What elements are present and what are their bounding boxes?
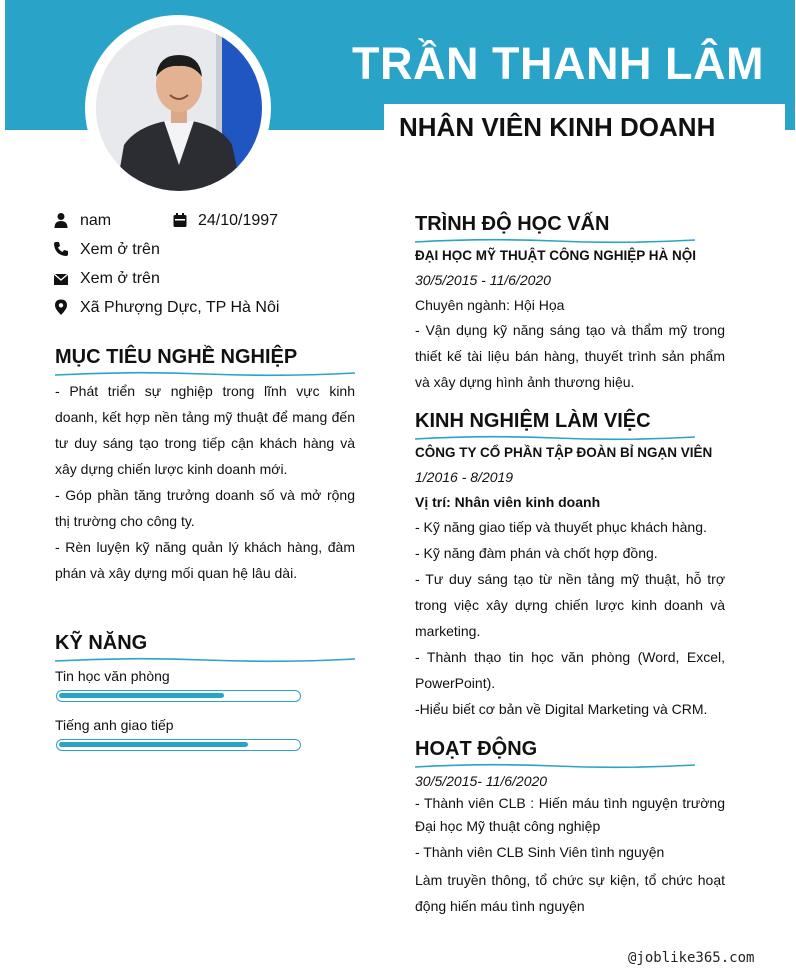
experience-position: Vị trí: Nhân viên kinh doanh <box>415 494 601 510</box>
candidate-name: TRẦN THANH LÂM <box>352 38 764 89</box>
phone-icon <box>53 241 69 257</box>
experience-period: 1/2016 - 8/2019 <box>415 469 514 485</box>
activity-item: - Thành viên CLB : Hiến máu tình nguyện trường Đại học Mỹ thuật công nghiệp <box>415 795 725 834</box>
experience-item: - Tư duy sáng tạo từ nền tảng mỹ thuật, hỗ trợ trong việc xây dựng chiến lược kinh doanh và marketing. <box>415 571 725 639</box>
activities-period: 30/5/2015- 11/6/2020 <box>415 773 548 789</box>
activities-underline <box>415 762 695 770</box>
avatar <box>96 25 262 191</box>
education-period: 30/5/2015 - 11/6/2020 <box>415 272 551 288</box>
experience-item: -Hiểu biết cơ bản về Digital Marketing và CRM. <box>415 701 708 717</box>
birthday-value: 24/10/1997 <box>198 212 279 229</box>
education-description-text: - Vận dụng kỹ năng sáng tạo và thẩm mỹ trong thiết kế tài liệu bán hàng, thuyết trình sản phẩm và xây dựng hình ảnh thương hiệu. <box>415 322 725 390</box>
skill-label: Tin học văn phòng <box>55 668 170 684</box>
objective-item: - Rèn luyện kỹ năng quản lý khách hàng, đàm phán và xây dựng mối quan hệ lâu dài. <box>55 539 355 581</box>
email-value: Xem ở trên <box>80 270 160 287</box>
phone-value: Xem ở trên <box>80 241 160 258</box>
education-description <box>415 317 725 395</box>
objective-text <box>55 378 355 586</box>
job-title: NHÂN VIÊN KINH DOANH <box>399 112 716 142</box>
skill-bar <box>56 690 301 702</box>
experience-item: - Kỹ năng đàm phán và chốt hợp đồng. <box>415 545 658 561</box>
objective-title: MỤC TIÊU NGHỀ NGHIỆP <box>55 346 298 368</box>
school-name: ĐẠI HỌC MỸ THUẬT CÔNG NGHIỆP HÀ NỘI <box>415 248 697 263</box>
objective-underline <box>55 370 355 378</box>
education-underline <box>415 237 695 245</box>
activity-item: Làm truyền thông, tổ chức sự kiện, tổ chức hoạt động hiến máu tình nguyện <box>415 872 725 914</box>
user-icon <box>53 212 69 228</box>
experience-list <box>415 514 725 722</box>
profile-photo <box>96 25 262 191</box>
education-title: TRÌNH ĐỘ HỌC VẤN <box>415 213 610 235</box>
education-major: Chuyên ngành: Hội Họa <box>415 297 565 313</box>
objective-item: - Phát triển sự nghiệp trong lĩnh vực kinh doanh, kết hợp nền tảng mỹ thuật để mang đến tư duy sáng tạo trong tiếp cận khách hàng và xây dựng chiến lược kinh doanh mới. <box>55 383 355 477</box>
address-value: Xã Phượng Dực, TP Hà Nôi <box>80 299 280 316</box>
skills-title: KỸ NĂNG <box>55 632 148 654</box>
skill-bar-fill <box>59 742 248 747</box>
activities-list <box>415 792 725 919</box>
skill-bar-fill <box>59 693 224 698</box>
calendar-icon <box>172 212 188 228</box>
mail-icon <box>53 271 69 287</box>
objective-item: - Góp phần tăng trưởng doanh số và mở rộng thị trường cho công ty. <box>55 487 355 529</box>
experience-underline <box>415 434 695 442</box>
experience-item: - Kỹ năng giao tiếp và thuyết phục khách hàng. <box>415 519 707 535</box>
company-name: CÔNG TY CỔ PHẦN TẬP ĐOÀN BỈ NGẠN VIÊN <box>415 445 713 460</box>
skills-underline <box>55 656 355 664</box>
skill-bar <box>56 739 301 751</box>
gender-value: nam <box>80 212 112 229</box>
activity-item: - Thành viên CLB Sinh Viên tình nguyện <box>415 844 665 860</box>
skill-label: Tiếng anh giao tiếp <box>55 717 174 733</box>
experience-item: - Thành thạo tin học văn phòng (Word, Excel, PowerPoint). <box>415 649 725 691</box>
location-pin-icon <box>53 299 69 315</box>
footer-watermark: @joblike365.com <box>628 950 755 966</box>
activities-title: HOẠT ĐỘNG <box>415 738 538 760</box>
experience-title: KINH NGHIỆM LÀM VIỆC <box>415 410 651 432</box>
